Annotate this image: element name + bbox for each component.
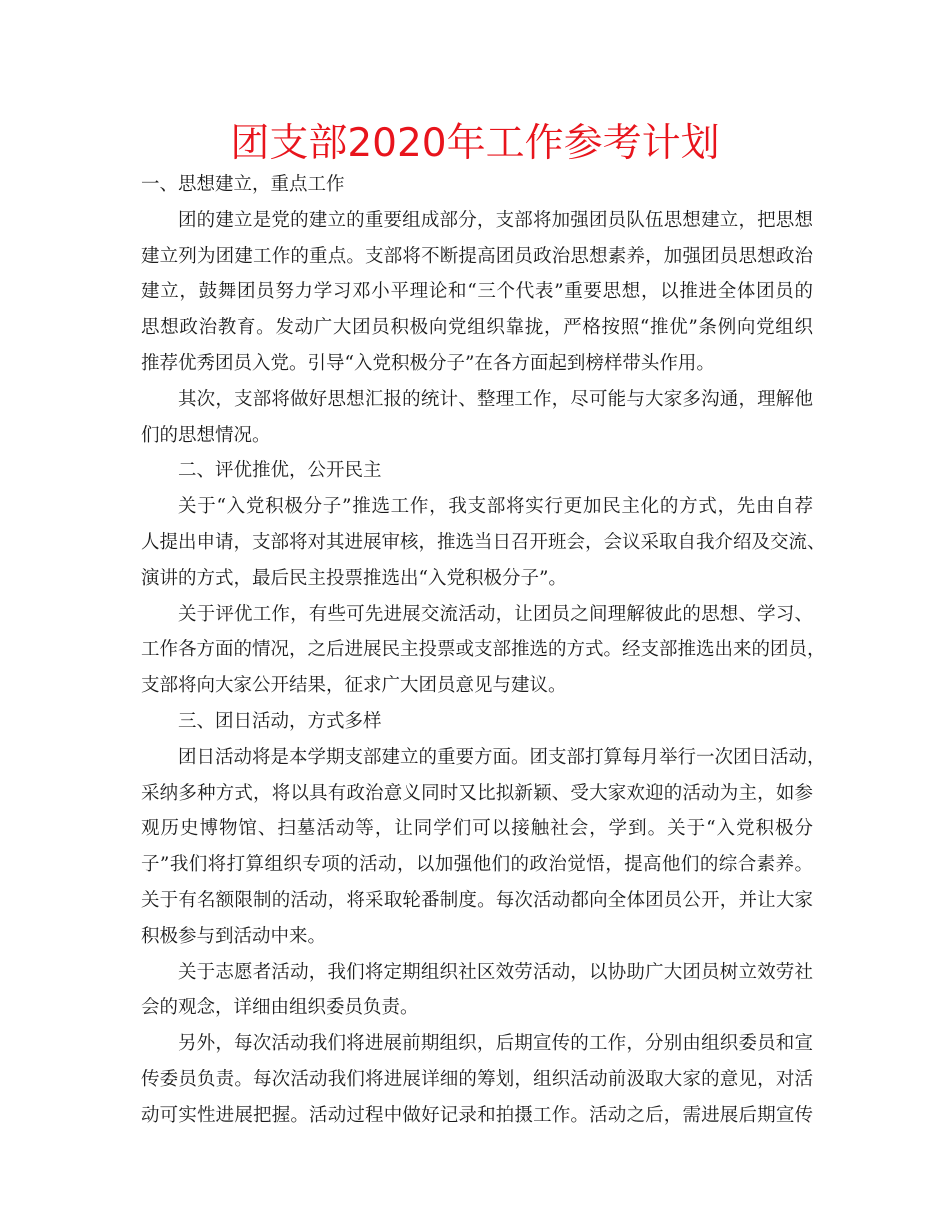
text-line: 团的建立是党的建立的重要组成部分，支部将加强团员队伍思想建立，把思想 <box>178 209 813 231</box>
document-title: 团支部2020年工作参考计划 <box>230 121 720 166</box>
text-line: 另外，每次活动我们将进展前期组织，后期宣传的工作，分别由组织委员和宣 <box>178 1033 813 1055</box>
text-line: 一、思想建立，重点工作 <box>141 174 345 195</box>
text-line: 动可实性进展把握。活动过程中做好记录和拍摄工作。活动之后，需进展后期宣传 <box>141 1104 813 1126</box>
text-line: 推荐优秀团员入党。引导“入党积极分子”在各方面起到榜样带头作用。 <box>141 352 715 374</box>
text-line: 演讲的方式，最后民主投票推选出“入党积极分子”。 <box>141 567 567 589</box>
text-line: 关于有名额限制的活动，将采取轮番制度。每次活动都向全体团员公开，并让大家 <box>141 889 813 911</box>
text-line: 支部将向大家公开结果，征求广大团员意见与建议。 <box>141 675 567 697</box>
text-line: 关于评优工作，有些可先进展交流活动，让团员之间理解彼此的思想、学习、 <box>178 603 813 625</box>
document-body <box>141 167 826 1134</box>
text-line: 积极参与到活动中来。 <box>141 925 327 947</box>
text-line: 思想政治教育。发动广大团员积极向党组织靠拢，严格按照“推优”条例向党组织 <box>141 317 813 339</box>
text-line: 二、评优推优，公开民主 <box>178 460 382 482</box>
text-line: 人提出申请，支部将对其进展审核，推选当日召开班会，会议采取自我介绍及交流、 <box>141 531 826 553</box>
text-line: 们的思想情况。 <box>141 424 271 446</box>
text-line: 其次，支部将做好思想汇报的统计、整理工作，尽可能与大家多沟通，理解他 <box>178 388 813 410</box>
text-line: 观历史博物馆、扫墓活动等，让同学们可以接触社会，学到。关于“入党积极分 <box>141 818 813 840</box>
text-line: 关于志愿者活动，我们将定期组织社区效劳活动，以协助广大团员树立效劳社 <box>178 961 813 983</box>
text-line: 团日活动将是本学期支部建立的重要方面。团支部打算每月举行一次团日活动， <box>178 746 826 768</box>
text-line: 关于“入党积极分子”推选工作，我支部将实行更加民主化的方式，先由自荐 <box>178 496 813 518</box>
text-line: 会的观念，详细由组织委员负责。 <box>141 997 419 1019</box>
text-line: 传委员负责。每次活动我们将进展详细的筹划，组织活动前汲取大家的意见，对活 <box>141 1068 813 1090</box>
text-line: 建立列为团建工作的重点。支部将不断提高团员政治思想素养，加强团员思想政治 <box>141 245 813 267</box>
text-line: 三、团日活动，方式多样 <box>178 710 382 732</box>
text-line: 采纳多种方式，将以具有政治意义同时又比拟新颖、受大家欢迎的活动为主，如参 <box>141 782 813 804</box>
text-line: 子”我们将打算组织专项的活动，以加强他们的政治觉悟，提高他们的综合素养。 <box>141 854 813 876</box>
text-line: 工作各方面的情况，之后进展民主投票或支部推选的方式。经支部推选出来的团员， <box>141 639 826 661</box>
text-line: 建立，鼓舞团员努力学习邓小平理论和“三个代表”重要思想，以推进全体团员的 <box>141 281 813 303</box>
